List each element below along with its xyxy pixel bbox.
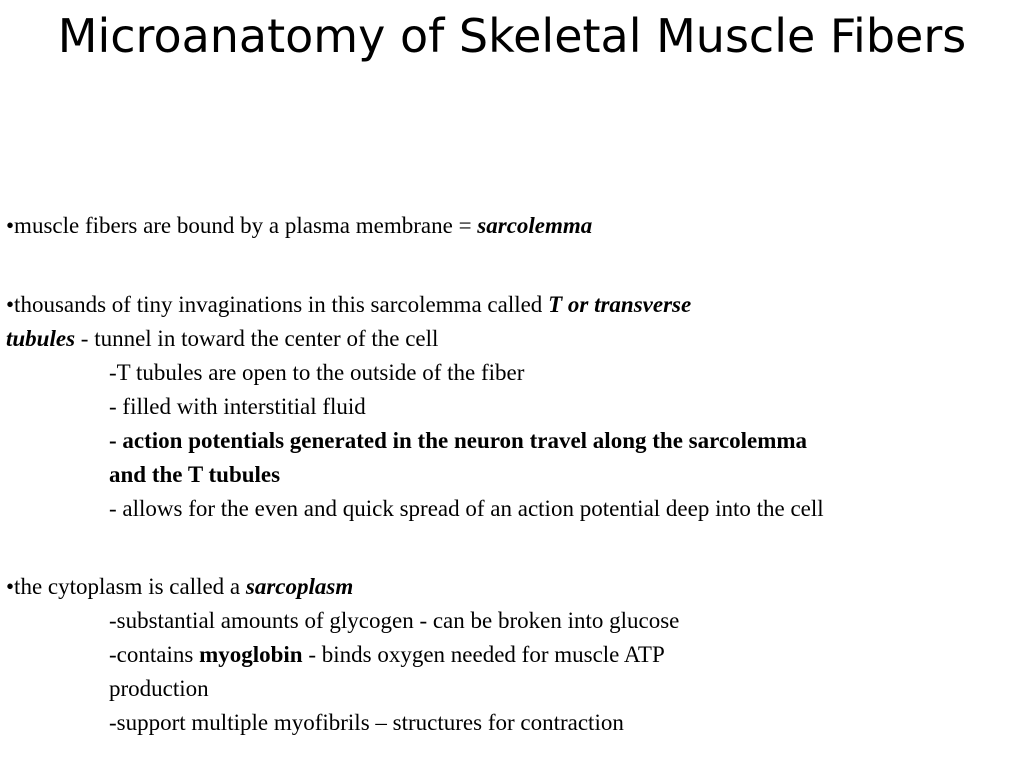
bullet-text: - tunnel in toward the center of the cell [75,326,439,351]
subpoint: - allows for the even and quick spread of an action potential deep into the cell [109,496,824,521]
subpoint-text: - binds oxygen needed for muscle ATP [302,642,665,667]
term-sarcolemma: sarcolemma [477,213,593,238]
subpoint: -substantial amounts of glycogen - can be broken into glucose [109,608,680,633]
subpoint: -support multiple myofibrils – structures for contraction [109,710,624,735]
bullet-sarcoplasm [6,570,353,604]
bullet-t-tubules-continued [6,322,438,356]
subpoint: - filled with interstitial fluid [109,394,366,419]
subpoint-myoglobin [109,638,665,672]
subpoint-bold: - action potentials generated in the neuron travel along the sarcolemma [109,428,808,453]
term-myoglobin: myoglobin [199,642,303,667]
bullet-text: •the cytoplasm is called a [6,574,246,599]
subpoint: production [109,676,209,701]
bullet-t-tubules [6,288,691,322]
term-t-tubules: T or transverse [548,292,692,317]
term-sarcoplasm: sarcoplasm [245,574,354,599]
term-tubules: tubules [6,326,76,351]
subpoint-bold: and the T tubules [109,462,281,487]
subpoint-text: -contains [109,642,200,667]
bullet-sarcolemma [6,209,592,243]
subpoint: -T tubules are open to the outside of the fiber [109,360,525,385]
slide-title: Microanatomy of Skeletal Muscle Fibers [57,9,967,63]
bullet-text: •thousands of tiny invaginations in this sarcolemma called [6,292,549,317]
bullet-text: •muscle fibers are bound by a plasma membrane = [6,213,478,238]
